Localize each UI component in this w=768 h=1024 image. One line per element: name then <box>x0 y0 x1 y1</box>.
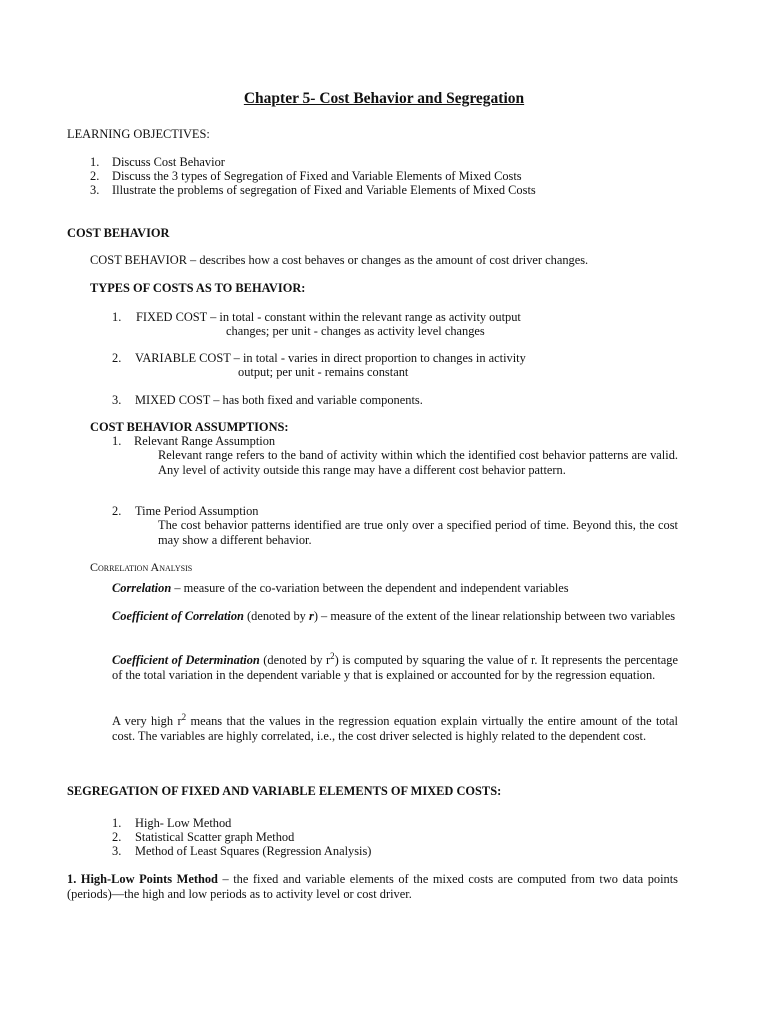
cost-type-number: 3. <box>112 393 122 407</box>
assumption-number: 1. <box>112 434 122 448</box>
objective-number: 2. <box>90 169 100 183</box>
objective-number: 3. <box>90 183 100 197</box>
fixed-cost-line1: FIXED COST – in total - constant within the relevant range as activity output <box>136 310 521 324</box>
r-symbol: r <box>308 609 314 623</box>
correlation-paragraph <box>112 581 569 596</box>
method-item: Method of Least Squares (Regression Analysis) <box>135 844 372 858</box>
cost-behavior-heading: COST BEHAVIOR <box>67 226 170 240</box>
method-number: 2. <box>112 830 122 844</box>
objective-item: Illustrate the problems of segregation of Fixed and Variable Elements of Mixed Costs <box>112 183 536 197</box>
assumption-text: The cost behavior patterns identified are true only over a specified period of time. Beyond this, the cost may show a different behavior. <box>158 518 678 547</box>
assumption-number: 2. <box>112 504 122 518</box>
coefficient-determination-paragraph <box>112 653 678 682</box>
assumption-title: Relevant Range Assumption <box>134 434 276 448</box>
cost-behavior-definition: COST BEHAVIOR – describes how a cost behaves or changes as the amount of cost driver changes. <box>90 253 589 267</box>
coefficient-correlation-term: Coefficient of Correlation <box>112 609 244 623</box>
variable-cost-line1: VARIABLE COST – in total - varies in direct proportion to changes in activity <box>135 351 526 365</box>
high-low-paragraph <box>67 872 678 901</box>
superscript: 2 <box>181 712 187 722</box>
page-title: Chapter 5- Cost Behavior and Segregation <box>243 90 525 107</box>
assumption-text: Relevant range refers to the band of activity within which the identified cost behavior patterns are valid. Any level of activity outside this range may have a different cost behavior pattern. <box>158 448 678 477</box>
segregation-heading: SEGREGATION OF FIXED AND VARIABLE ELEMENTS OF MIXED COSTS: <box>67 784 502 798</box>
fixed-cost-line2: changes; per unit - changes as activity level changes <box>226 324 485 338</box>
text-fragment: A very high r <box>112 714 182 728</box>
learning-objectives-heading: LEARNING OBJECTIVES: <box>67 127 210 141</box>
variable-cost-line2: output; per unit - remains constant <box>238 365 409 379</box>
objective-item: Discuss the 3 types of Segregation of Fixed and Variable Elements of Mixed Costs <box>112 169 522 183</box>
correlation-term: Correlation <box>112 581 172 595</box>
coefficient-determination-definition: ) is computed by squaring the value of r. It represents the percentage of the total variation in the dependent variable y that is explained or accounted for by the regression equation. <box>112 653 678 682</box>
assumptions-heading: COST BEHAVIOR ASSUMPTIONS: <box>90 420 289 434</box>
objective-number: 1. <box>90 155 100 169</box>
cost-type-number: 2. <box>112 351 122 365</box>
text-fragment: (denoted by r <box>259 653 331 667</box>
text-fragment: (denoted by <box>243 609 309 623</box>
cost-type-number: 1. <box>112 310 122 324</box>
high-r-squared-text: means that the values in the regression equation explain virtually the entire amount of the total cost. The variables are highly correlated, i.e., the cost driver selected is highly related to the dependent cost. <box>112 714 678 743</box>
method-item: Statistical Scatter graph Method <box>135 830 295 844</box>
high-r-squared-paragraph <box>112 714 678 743</box>
objective-item: Discuss Cost Behavior <box>112 155 225 169</box>
high-low-term: 1. High-Low Points Method <box>67 872 218 886</box>
coefficient-determination-term: Coefficient of Determination <box>112 653 260 667</box>
correlation-analysis-heading: Correlation Analysis <box>90 560 193 574</box>
coefficient-correlation-paragraph <box>112 609 678 624</box>
types-of-costs-heading: TYPES OF COSTS AS TO BEHAVIOR: <box>90 281 306 295</box>
coefficient-correlation-definition: ) – measure of the extent of the linear relationship between two variables <box>313 609 676 623</box>
assumption-title: Time Period Assumption <box>135 504 259 518</box>
method-item: High- Low Method <box>135 816 232 830</box>
method-number: 1. <box>112 816 122 830</box>
method-number: 3. <box>112 844 122 858</box>
correlation-definition: – measure of the co-variation between the dependent and independent variables <box>171 581 569 595</box>
superscript: 2 <box>330 651 335 661</box>
high-low-definition: – the fixed and variable elements of the mixed costs are computed from two data points (periods)—the high and low periods as to activity level or cost driver. <box>67 872 678 901</box>
mixed-cost-line: MIXED COST – has both fixed and variable components. <box>135 393 423 407</box>
